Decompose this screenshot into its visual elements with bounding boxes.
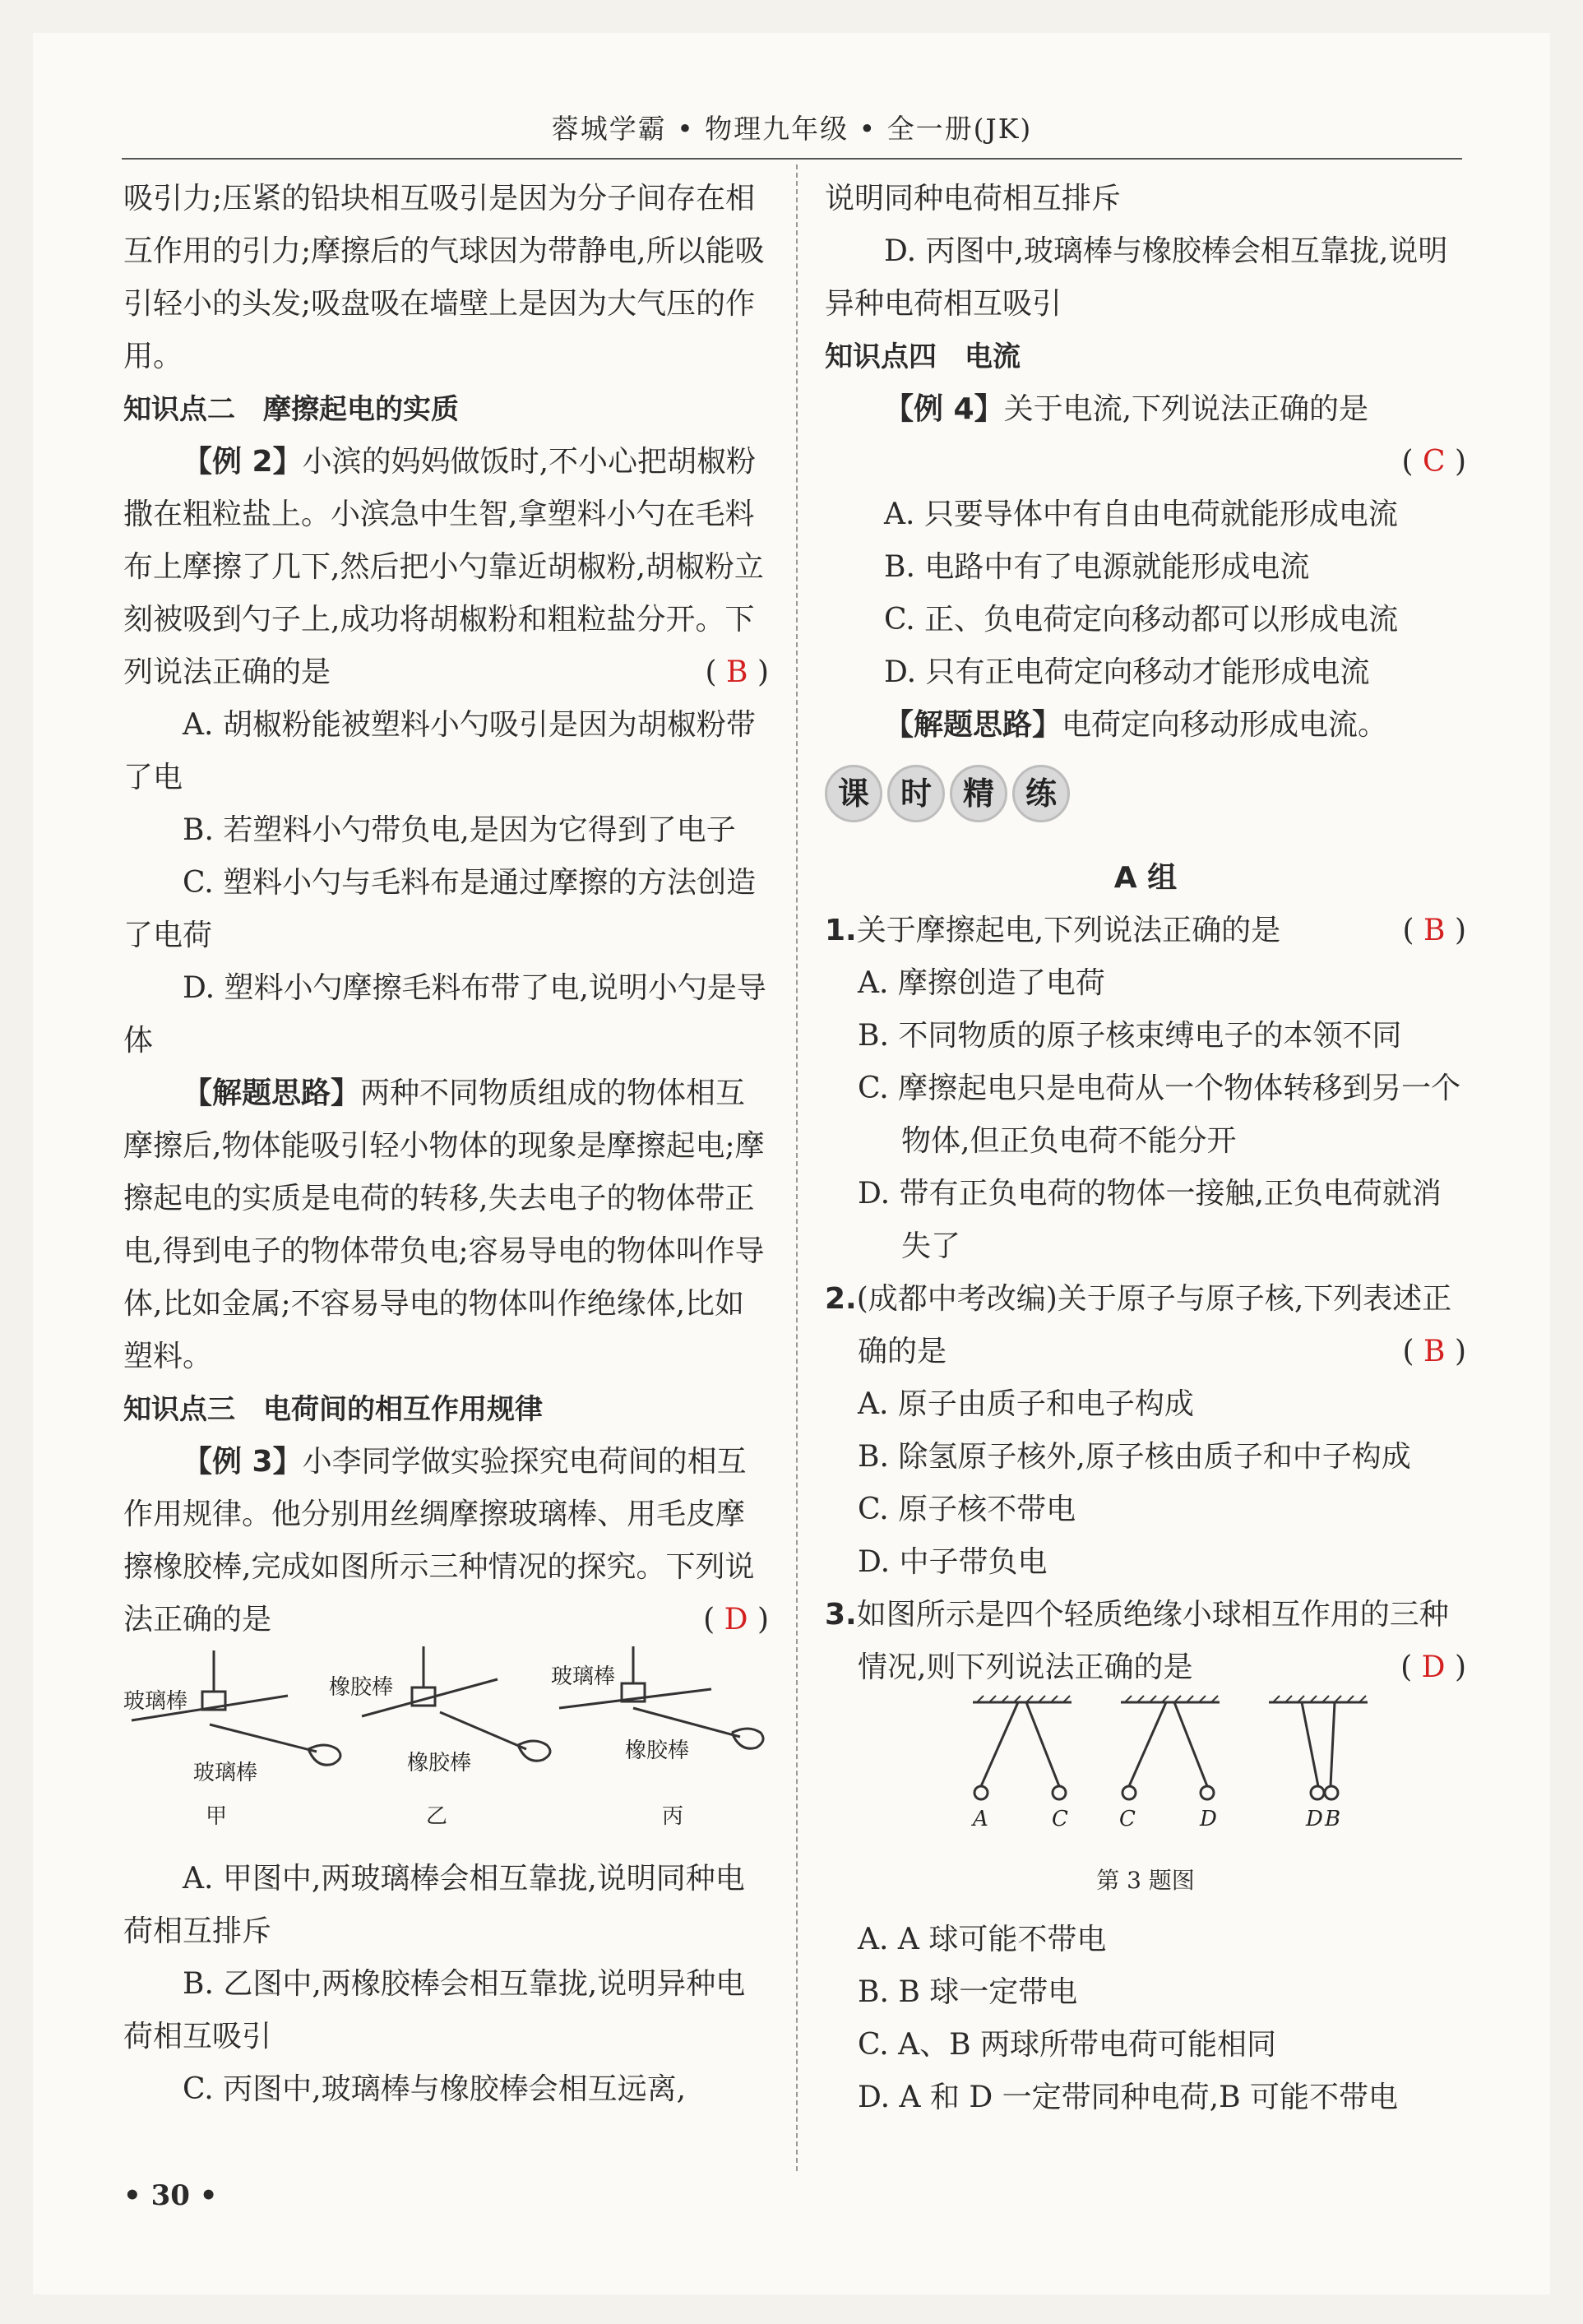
- q3-option-c: C. A、B 两球所带电荷可能相同: [858, 2028, 1277, 2062]
- jia-label: 甲: [206, 1804, 228, 1829]
- ex4-option-b: B. 电路中有了电源就能形成电流: [884, 550, 1310, 584]
- intro-paragraph: 吸引力;压紧的铅块相互吸引是因为分子间存在相互作用的引力;摩擦后的气球因为带静电,所以能吸引轻小的头发;吸盘吸在墙壁上是因为大气压的作用。: [123, 182, 765, 373]
- ball-b-label: B: [1325, 1807, 1341, 1831]
- q2-option-b: B. 除氢原子核外,原子核由质子和中子构成: [858, 1440, 1411, 1474]
- ex2-text: 小滨的妈妈做饭时,不小心把胡椒粉撒在粗粒盐上。小滨急中生智,拿塑料小勺在毛料布上摩擦了几下,然后把小勺靠近胡椒粉,胡椒粉立刻被吸到勺子上,成功将胡椒粉和粗粒盐分开。下列说法正确的是: [123, 445, 764, 689]
- q2-option-a: A. 原子由质子和电子构成: [858, 1387, 1194, 1421]
- q1-number: 1.: [825, 914, 857, 947]
- page-number: • 30 •: [123, 2179, 218, 2212]
- jia-bottom-label: 玻璃棒: [193, 1761, 258, 1785]
- rods-figure: [123, 1646, 769, 1836]
- left-column: [123, 173, 769, 2116]
- ex2-option-d: D. 塑料小勺摩擦毛料布带了电,说明小勺是导体: [123, 971, 766, 1058]
- ex4-option-a: A. 只要导体中有自由电荷就能形成电流: [884, 498, 1398, 531]
- ex4-label: 【例 4】: [884, 392, 1004, 426]
- ex3-option-c: C. 丙图中,玻璃棒与橡胶棒会相互远离,: [183, 2072, 687, 2106]
- ex2-label: 【例 2】: [183, 445, 303, 479]
- string-a: [981, 1702, 1018, 1786]
- string-c1: [1026, 1702, 1059, 1786]
- bing-label: 丙: [662, 1804, 684, 1829]
- q2-answer-box: ( B ): [1402, 1335, 1466, 1368]
- kp4-title: 知识点四 电流: [825, 340, 1021, 373]
- yi-bottom-label: 橡胶棒: [407, 1751, 472, 1775]
- q3-answer: D: [1421, 1650, 1446, 1684]
- ex2-hint: [123, 1067, 769, 1383]
- ex4-hint-text: 电荷定向移动形成电流。: [1062, 708, 1388, 742]
- yi-label: 乙: [426, 1804, 448, 1829]
- q3-option-a: A. A 球可能不带电: [858, 1923, 1107, 1956]
- ex3-option-b: B. 乙图中,两橡胶棒会相互靠拢,说明异种电荷相互吸引: [123, 1967, 746, 2053]
- ball-d2-label: D: [1306, 1807, 1323, 1831]
- string-c2: [1129, 1702, 1166, 1786]
- ex3-option-a: A. 甲图中,两玻璃棒会相互靠拢,说明同种电荷相互排斥: [123, 1862, 745, 1948]
- string-d1: [1174, 1702, 1207, 1786]
- ball-a: [974, 1786, 988, 1799]
- ex2-hint-label: 【解题思路】: [183, 1076, 361, 1110]
- ex2-answer: B: [726, 655, 748, 689]
- ex2-option-b: B. 若塑料小勺带负电,是因为它得到了电子: [183, 813, 736, 847]
- figure-caption: 第 3 题图: [1096, 1867, 1195, 1894]
- q1-answer-box: ( B ): [1402, 914, 1466, 947]
- ex3-option-c-cont: 说明同种电荷相互排斥: [825, 182, 1122, 215]
- ex4-answer-box: ( C ): [1401, 445, 1466, 479]
- q1-answer: B: [1423, 914, 1446, 947]
- example-3: [123, 1436, 769, 1646]
- q1-option-a: A. 摩擦创造了电荷: [858, 966, 1105, 1000]
- kp3-title: 知识点三 电荷间的相互作用规律: [123, 1393, 543, 1426]
- ex4-hint-label: 【解题思路】: [884, 708, 1062, 742]
- q1-text: 关于摩擦起电,下列说法正确的是: [856, 914, 1281, 947]
- ex3-option-d: D. 丙图中,玻璃棒与橡胶棒会相互靠拢,说明异种电荷相互吸引: [825, 234, 1448, 321]
- q3-number: 3.: [825, 1598, 857, 1632]
- bing-bottom-label: 橡胶棒: [625, 1738, 690, 1763]
- q2-option-d: D. 中子带负电: [858, 1545, 1048, 1579]
- q3-answer-box: ( D ): [1400, 1650, 1466, 1684]
- yi-hand-rod: [440, 1712, 526, 1749]
- question-3: [825, 1589, 1466, 1694]
- q3-text: 如图所示是四个轻质绝缘小球相互作用的三种情况,则下列说法正确的是: [856, 1598, 1449, 1684]
- ex2-option-c: C. 塑料小勺与毛料布是通过摩擦的方法创造了电荷: [123, 866, 757, 952]
- jia-top-label: 玻璃棒: [123, 1689, 188, 1714]
- q1-option-c: C. 摩擦起电只是电荷从一个物体转移到另一个物体,但正负电荷不能分开: [858, 1072, 1461, 1158]
- section-char-3: 精: [950, 765, 1007, 822]
- section-banner: [825, 765, 1466, 834]
- bing-top-label: 玻璃棒: [551, 1664, 616, 1689]
- ball-a-label: A: [973, 1807, 988, 1831]
- yi-hand: [518, 1741, 550, 1761]
- jia-hand-rod: [210, 1724, 317, 1752]
- ball-d1: [1201, 1786, 1214, 1799]
- ex4-option-d: D. 只有正电荷定向移动才能形成电流: [884, 655, 1370, 689]
- ball-c2-label: C: [1119, 1807, 1136, 1831]
- bing-hanging-rod: [559, 1689, 711, 1708]
- q2-number: 2.: [825, 1282, 857, 1316]
- ball-d2: [1311, 1786, 1324, 1799]
- question-1: [825, 905, 1466, 957]
- section-char-1: 课: [825, 765, 882, 822]
- ball-b: [1325, 1786, 1338, 1799]
- q2-answer: B: [1423, 1335, 1446, 1368]
- ex4-hint: [825, 699, 1466, 752]
- ex3-text: 小李同学做实验探究电荷间的相互作用规律。他分别用丝绸摩擦玻璃棒、用毛皮摩擦橡胶棒,完成如图所示三种情况的探究。下列说法正确的是: [123, 1445, 755, 1637]
- example-4: [825, 383, 1466, 436]
- ex4-answer: C: [1422, 445, 1446, 479]
- bing-hand-rod: [633, 1708, 740, 1737]
- ex2-answer-box: ( B ): [705, 655, 769, 689]
- ball-c1: [1053, 1786, 1066, 1799]
- q2-option-c: C. 原子核不带电: [858, 1493, 1076, 1526]
- ex3-label: 【例 3】: [183, 1445, 303, 1479]
- q3-option-b: B. B 球一定带电: [858, 1975, 1078, 2009]
- q2-text: (成都中考改编)关于原子与原子核,下列表述正确的是: [856, 1282, 1452, 1368]
- q1-option-d: D. 带有正负电荷的物体一接触,正负电荷就消失了: [858, 1177, 1442, 1263]
- ball-c1-label: C: [1052, 1807, 1068, 1831]
- string-b: [1331, 1702, 1335, 1786]
- ball-d1-label: D: [1200, 1807, 1217, 1831]
- ex2-option-a: A. 胡椒粉能被塑料小勺吸引是因为胡椒粉带了电: [123, 708, 756, 794]
- ex4-option-c: C. 正、负电荷定向移动都可以形成电流: [884, 603, 1399, 637]
- q3-option-d: D. A 和 D 一定带同种电荷,B 可能不带电: [858, 2081, 1399, 2114]
- example-2: [123, 436, 769, 699]
- column-divider: [796, 164, 798, 2171]
- q1-option-b: B. 不同物质的原子核束缚电子的本领不同: [858, 1019, 1402, 1053]
- kp2-title: 知识点二 摩擦起电的实质: [123, 393, 459, 426]
- ex3-answer: D: [724, 1603, 748, 1637]
- right-column: [825, 173, 1466, 2124]
- header-title: 蓉城学霸 • 物理九年级 • 全一册(JK): [551, 113, 1033, 145]
- page-header: [122, 100, 1462, 160]
- section-char-2: 时: [887, 765, 945, 822]
- question-2: [825, 1273, 1466, 1378]
- ball-c2: [1122, 1786, 1136, 1799]
- ex4-text: 关于电流,下列说法正确的是: [1003, 392, 1369, 426]
- ex2-hint-text: 两种不同物质组成的物体相互摩擦后,物体能吸引轻小物体的现象是摩擦起电;摩擦起电的实质是电荷的转移,失去电子的物体带正电,得到电子的物体带负电;容易导电的物体叫作导体,比如金属;不容易导电的物体叫作绝缘体,比如塑料。: [123, 1076, 765, 1373]
- string-d2: [1302, 1702, 1318, 1786]
- bing-hand: [732, 1729, 763, 1748]
- ex3-answer-box: ( D ): [703, 1603, 769, 1637]
- jia-hand: [308, 1745, 340, 1765]
- balls-figure: [825, 1694, 1466, 1834]
- section-char-4: 练: [1012, 765, 1070, 822]
- yi-top-label: 橡胶棒: [329, 1675, 394, 1700]
- group-title: A 组: [1113, 861, 1178, 895]
